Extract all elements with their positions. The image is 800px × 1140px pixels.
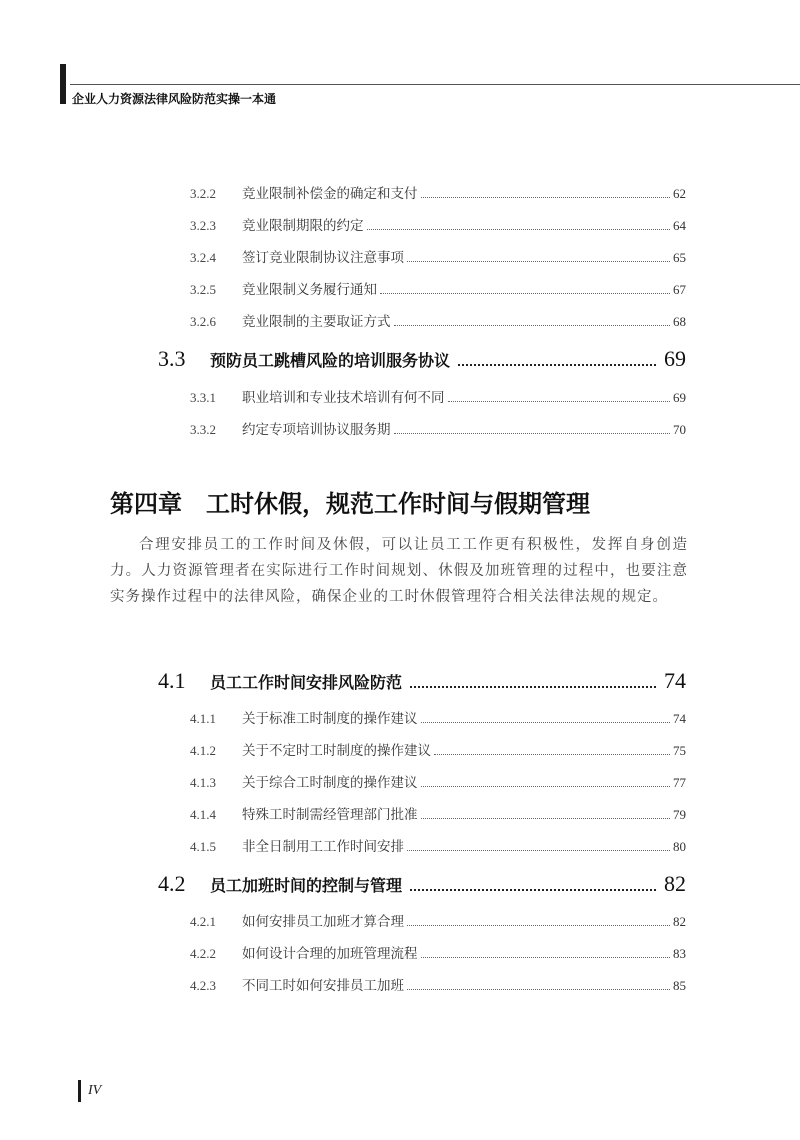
page-number: IV bbox=[88, 1083, 102, 1098]
section-page: 69 bbox=[664, 346, 686, 371]
toc-entry-page: 77 bbox=[673, 775, 686, 790]
toc-entry-title: 如何设计合理的加班管理流程 bbox=[242, 946, 418, 962]
toc-entry-page: 70 bbox=[673, 422, 686, 437]
toc-entry-number: 4.2.2 bbox=[190, 946, 216, 961]
toc-entry-title: 不同工时如何安排员工加班 bbox=[242, 978, 404, 994]
header-rule bbox=[70, 84, 800, 85]
toc-entry[interactable] bbox=[190, 707, 686, 727]
toc-entry[interactable] bbox=[190, 246, 686, 266]
leader-dots bbox=[410, 889, 656, 891]
toc-entry-title: 关于综合工时制度的操作建议 bbox=[242, 775, 418, 791]
chapter-intro-text: 合理安排员工的工作时间及休假，可以让员工工作更有积极性，发挥自身创造力。人力资源管理者在实际进行工作时间规划、休假及加班管理的过程中，也要注意实务操作过程中的法律风险，确保企业的工时休假管理符合相关法律法规的规定。 bbox=[110, 537, 688, 605]
toc-entry-number: 4.1.5 bbox=[190, 839, 216, 854]
header-accent-bar bbox=[60, 64, 66, 104]
toc-entry[interactable] bbox=[190, 278, 686, 298]
toc-entry-number: 3.2.6 bbox=[190, 314, 216, 329]
toc-entry-page: 82 bbox=[673, 914, 686, 929]
toc-entry[interactable] bbox=[190, 910, 686, 930]
toc-entry-title: 特殊工时制需经管理部门批准 bbox=[242, 807, 418, 823]
leader-dots bbox=[407, 261, 670, 262]
section-title: 员工工作时间安排风险防范 bbox=[210, 673, 403, 692]
section-number: 4.1 bbox=[158, 668, 186, 693]
toc-entry-number: 4.1.2 bbox=[190, 743, 216, 758]
leader-dots bbox=[410, 686, 656, 688]
toc-entry-number: 4.2.3 bbox=[190, 978, 216, 993]
toc-entry-number: 3.3.1 bbox=[190, 390, 216, 405]
toc-entry-title: 签订竞业限制协议注意事项 bbox=[242, 250, 404, 266]
toc-entry-page: 68 bbox=[673, 314, 686, 329]
leader-dots bbox=[448, 401, 671, 402]
toc-entry-page: 67 bbox=[673, 282, 686, 297]
toc-entry-page: 65 bbox=[673, 250, 686, 265]
toc-entry[interactable] bbox=[190, 418, 686, 438]
leader-dots bbox=[394, 325, 671, 326]
leader-dots bbox=[458, 364, 656, 366]
toc-entry-number: 3.2.4 bbox=[190, 250, 216, 265]
toc-entry[interactable] bbox=[190, 310, 686, 330]
toc-entry-number: 3.2.2 bbox=[190, 186, 216, 201]
toc-entry[interactable] bbox=[190, 803, 686, 823]
toc-entry[interactable] bbox=[190, 942, 686, 962]
leader-dots bbox=[394, 433, 671, 434]
toc-entry-title: 竞业限制的主要取证方式 bbox=[242, 314, 391, 330]
toc-entry-number: 4.1.3 bbox=[190, 775, 216, 790]
section-title: 员工加班时间的控制与管理 bbox=[210, 876, 403, 895]
toc-entry-title: 如何安排员工加班才算合理 bbox=[242, 914, 404, 930]
toc-entry-page: 62 bbox=[673, 186, 686, 201]
leader-dots bbox=[380, 293, 670, 294]
leader-dots bbox=[421, 197, 671, 198]
toc-entry-title: 非全日制用工工作时间安排 bbox=[242, 839, 404, 855]
section-number: 3.3 bbox=[158, 346, 186, 371]
toc-entry-number: 4.1.4 bbox=[190, 807, 216, 822]
toc-section-heading[interactable] bbox=[158, 668, 686, 696]
leader-dots bbox=[421, 957, 671, 958]
toc-entry-title: 关于标准工时制度的操作建议 bbox=[242, 711, 418, 727]
leader-dots bbox=[407, 850, 670, 851]
toc-entry-title: 职业培训和专业技术培训有何不同 bbox=[242, 390, 445, 406]
toc-entry-page: 79 bbox=[673, 807, 686, 822]
section-page: 74 bbox=[664, 668, 686, 693]
leader-dots bbox=[367, 229, 671, 230]
toc-entry-page: 80 bbox=[673, 839, 686, 854]
toc-entry-page: 74 bbox=[673, 711, 686, 726]
leader-dots bbox=[421, 786, 671, 787]
toc-entry-number: 3.2.3 bbox=[190, 218, 216, 233]
toc-entry[interactable] bbox=[190, 182, 686, 202]
section-number: 4.2 bbox=[158, 871, 186, 896]
toc-entry-page: 64 bbox=[673, 218, 686, 233]
leader-dots bbox=[434, 754, 670, 755]
toc-entry-number: 3.2.5 bbox=[190, 282, 216, 297]
section-title: 预防员工跳槽风险的培训服务协议 bbox=[210, 351, 451, 370]
chapter-title: 第四章 工时休假，规范工作时间与假期管理 bbox=[110, 489, 590, 518]
toc-entry-page: 83 bbox=[673, 946, 686, 961]
toc-entry-page: 69 bbox=[673, 390, 686, 405]
toc-section-heading[interactable] bbox=[158, 871, 686, 899]
toc-entry[interactable] bbox=[190, 835, 686, 855]
chapter-intro bbox=[110, 532, 688, 610]
toc-entry[interactable] bbox=[190, 386, 686, 406]
toc-entry-number: 3.3.2 bbox=[190, 422, 216, 437]
running-header-title: 企业人力资源法律风险防范实操一本通 bbox=[72, 92, 277, 106]
footer-accent-bar bbox=[78, 1080, 81, 1102]
toc-entry-title: 竞业限制期限的约定 bbox=[242, 218, 364, 234]
toc-entry-number: 4.2.1 bbox=[190, 914, 216, 929]
toc-entry-title: 竞业限制义务履行通知 bbox=[242, 282, 377, 298]
section-page: 82 bbox=[664, 871, 686, 896]
leader-dots bbox=[421, 722, 671, 723]
leader-dots bbox=[407, 989, 670, 990]
toc-entry-number: 4.1.1 bbox=[190, 711, 216, 726]
toc-section-heading[interactable] bbox=[158, 346, 686, 374]
toc-entry[interactable] bbox=[190, 974, 686, 994]
toc-entry[interactable] bbox=[190, 739, 686, 759]
leader-dots bbox=[407, 925, 670, 926]
toc-entry-title: 竞业限制补偿金的确定和支付 bbox=[242, 186, 418, 202]
toc-entry-title: 关于不定时工时制度的操作建议 bbox=[242, 743, 431, 759]
toc-entry[interactable] bbox=[190, 771, 686, 791]
toc-entry-page: 85 bbox=[673, 978, 686, 993]
leader-dots bbox=[421, 818, 671, 819]
toc-entry-page: 75 bbox=[673, 743, 686, 758]
toc-entry-title: 约定专项培训协议服务期 bbox=[242, 422, 391, 438]
toc-entry[interactable] bbox=[190, 214, 686, 234]
